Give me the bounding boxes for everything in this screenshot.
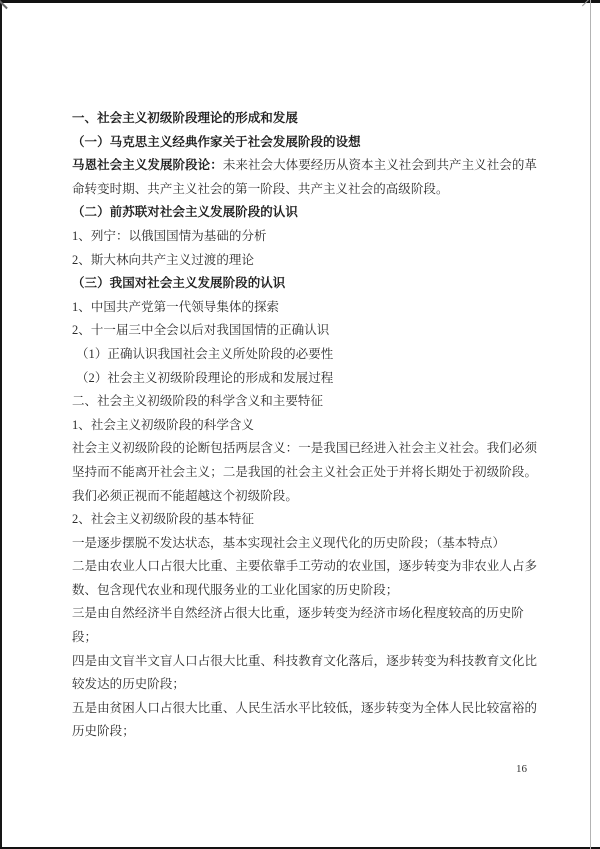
heading-line: （三）我国对社会主义发展阶段的认识 [72, 276, 286, 291]
text-line: 坚持而不能离开社会主义；二是我国的社会主义社会正处于并将长期处于初级阶段。 [72, 464, 537, 479]
text-line: （2）社会主义初级阶段理论的形成和发展过程 [76, 370, 334, 385]
text-line: 2、社会主义初级阶段的基本特征 [72, 512, 255, 527]
text-line: 四是由文盲半文盲人口占很大比重、科技教育文化落后，逐步转变为科技教育文化比 [72, 653, 537, 668]
text-line: 社会主义初级阶段的论断包括两层含义：一是我国已经进入社会主义社会。我们必须 [72, 441, 537, 456]
text-line: （1）正确认识我国社会主义所处阶段的必要性 [76, 346, 334, 361]
lead-in-term: 马恩社会主义发展阶段论： [72, 158, 223, 173]
text-line: 我们必须正视而不能超越这个初级阶段。 [72, 488, 298, 503]
text-line: 2、十一届三中全会以后对我国国情的正确认识 [72, 323, 330, 338]
text-line: 一是逐步摆脱不发达状态，基本实现社会主义现代化的历史阶段；（基本特点） [72, 535, 506, 550]
text-line: 二、社会主义初级阶段的科学含义和主要特征 [72, 394, 324, 409]
text-line: 马恩社会主义发展阶段论：未来社会大体要经历从资本主义社会到共产主义社会的革 [72, 158, 537, 173]
text-line: 较发达的历史阶段； [72, 677, 185, 692]
text-line: 段； [72, 630, 98, 645]
scan-edge-left [0, 0, 2, 849]
text-line: 历史阶段； [72, 724, 135, 739]
text-line: 2、斯大林向共产主义过渡的理论 [72, 252, 255, 267]
text-line: 命转变时期、共产主义社会的第一阶段、共产主义社会的高级阶段。 [72, 181, 449, 196]
scan-edge-top [0, 0, 600, 3]
scan-line-right [590, 0, 591, 849]
document-body [72, 107, 537, 744]
text-line: 1、列宁：以俄国国情为基础的分析 [72, 228, 267, 243]
heading-line: （一）马克思主义经典作家关于社会发展阶段的设想 [72, 134, 361, 149]
text-line: 1、社会主义初级阶段的科学含义 [72, 417, 255, 432]
text-line: 五是由贫困人口占很大比重、人民生活水平比较低，逐步转变为全体人民比较富裕的 [72, 700, 537, 715]
text-line: 三是由自然经济半自然经济占很大比重，逐步转变为经济市场化程度较高的历史阶 [72, 606, 524, 621]
text-line: 二是由农业人口占很大比重、主要依靠手工劳动的农业国，逐步转变为非农业人占多 [72, 559, 537, 574]
text-line: 数、包含现代农业和现代服务业的工业化国家的历史阶段； [72, 582, 399, 597]
heading-line: （二）前苏联对社会主义发展阶段的认识 [72, 205, 298, 220]
text-line: 1、中国共产党第一代领导集体的探索 [72, 299, 280, 314]
page-number: 16 [516, 763, 527, 775]
heading-line: 一、社会主义初级阶段理论的形成和发展 [72, 111, 298, 125]
